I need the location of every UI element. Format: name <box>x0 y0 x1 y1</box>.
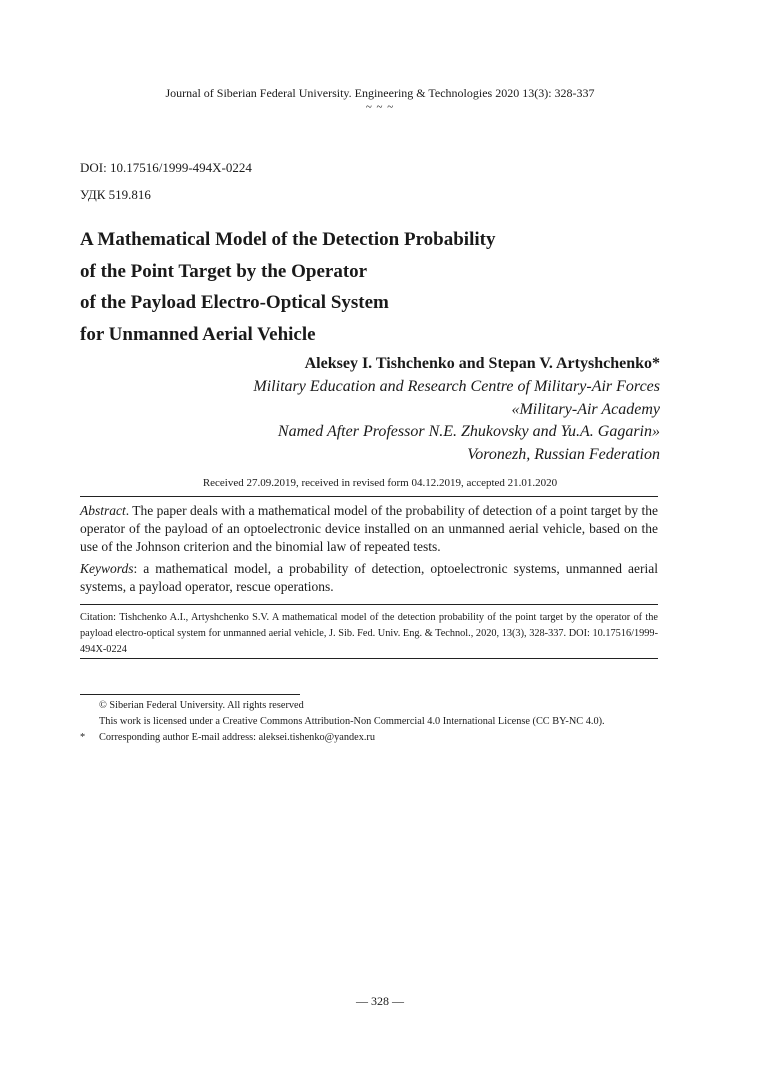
doi: DOI: 10.17516/1999-494X-0224 <box>80 160 252 175</box>
abstract-label: Abstract <box>80 503 126 518</box>
header-separator: ~ ~ ~ <box>365 101 395 113</box>
journal-header: Journal of Siberian Federal University. Engineering & Technologies 2020 13(3): 328-337 <box>165 86 595 100</box>
title-line: for Unmanned Aerial Vehicle <box>80 323 316 345</box>
keywords-text: : a mathematical model, a probability of detection, optoelectronic systems, unmanned aerial systems, a payload operator, rescue operations. <box>80 561 658 594</box>
copyright-note: © Siberian Federal University. All rights reserved <box>99 700 304 711</box>
title-line: of the Point Target by the Operator <box>80 260 368 282</box>
page-number: — 328 — <box>356 994 404 1008</box>
divider <box>80 496 658 497</box>
footnote-divider <box>80 694 300 695</box>
abstract-text: . The paper deals with a mathematical model of the probability of detection of a point target by the operator of the payload of an optoelectronic device installed on an unmanned aerial vehicle, based on the use of the Johnson criterion and the binomial law of repeated tests. <box>80 503 658 554</box>
title-line: A Mathematical Model of the Detection Probability <box>80 229 496 250</box>
affiliation-line: Military Education and Research Centre of Military-Air Forces <box>253 378 660 395</box>
paper-title <box>80 224 495 350</box>
affiliation <box>253 376 660 466</box>
license-note: This work is licensed under a Creative Commons Attribution-Non Commercial 4.0 International License (CC BY-NC 4.0). <box>99 716 605 727</box>
corresponding-author-note: Corresponding author E-mail address: aleksei.tishenko@yandex.ru <box>99 732 375 743</box>
affiliation-line: «Military-Air Academy <box>511 400 660 418</box>
title-line: of the Payload Electro-Optical System <box>80 292 389 313</box>
divider <box>80 604 658 605</box>
received-dates: Received 27.09.2019, received in revised form 04.12.2019, accepted 21.01.2020 <box>202 477 558 489</box>
divider <box>80 658 658 659</box>
udk-code: УДК 519.816 <box>80 187 151 202</box>
keywords <box>80 560 658 596</box>
authors: Aleksey I. Tishchenko and Stepan V. Artyshchenko* <box>304 355 660 372</box>
citation: Citation: Tishchenko A.I., Artyshchenko S.V. A mathematical model of the detection probability of the point target by the operator of the payload electro-optical system for unmanned aerial vehicle, J. Sib. Fed. Univ. Eng. & Technol., 2020, 13(3), 328-337. DOI: 10.17516/1999-494X-0224 <box>80 612 658 655</box>
footnote-marker: * <box>80 732 86 743</box>
affiliation-line: Voronezh, Russian Federation <box>467 445 660 463</box>
affiliation-line: Named After Professor N.E. Zhukovsky and Yu.A. Gagarin» <box>277 423 660 440</box>
keywords-label: Keywords <box>80 561 134 576</box>
abstract <box>80 502 658 556</box>
